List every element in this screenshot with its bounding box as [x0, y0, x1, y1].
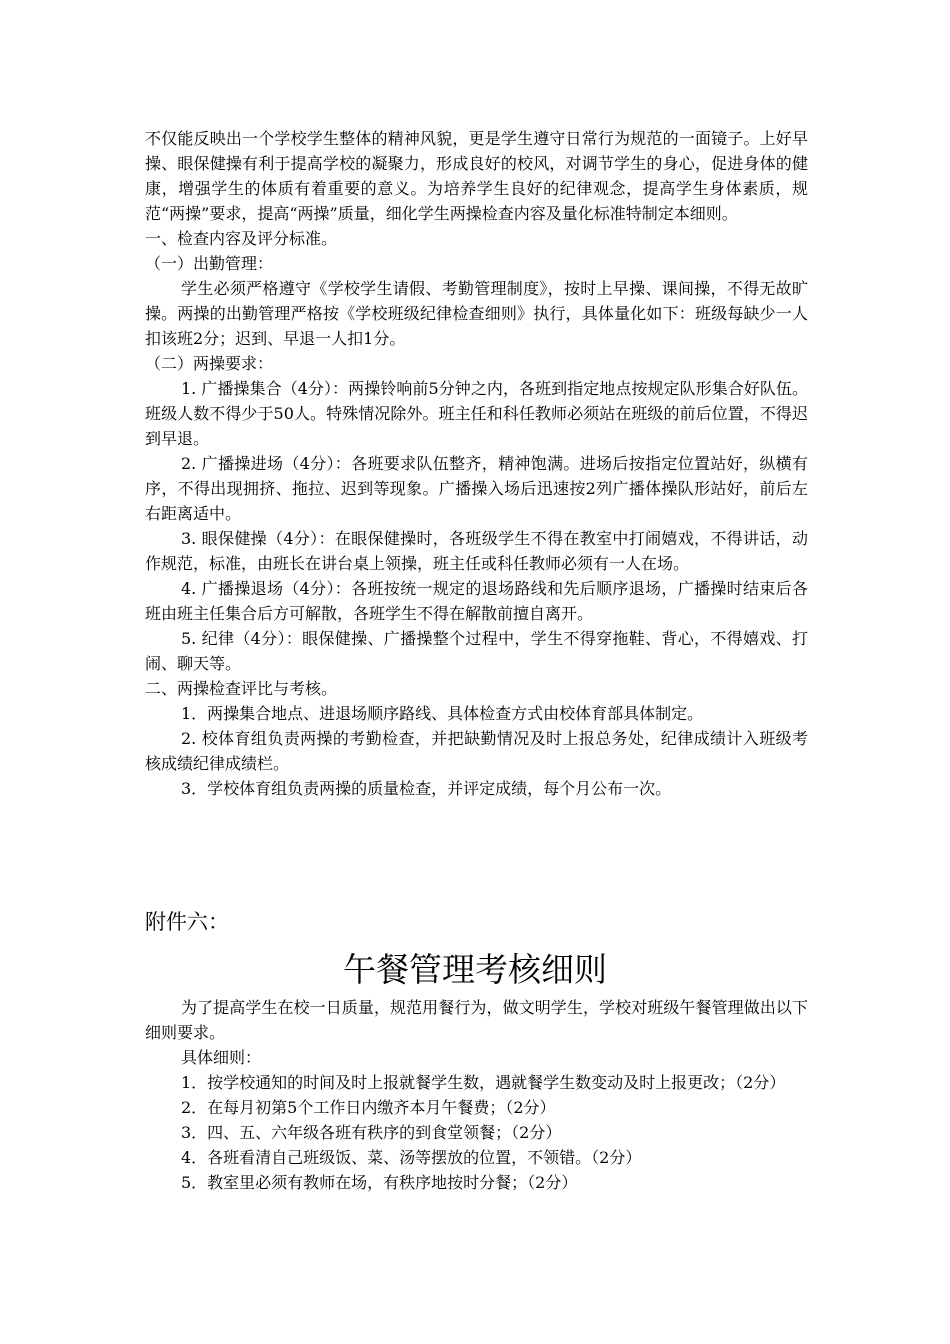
subheading-attendance: （一）出勤管理：: [145, 254, 274, 273]
attachment-label: 附件六：: [145, 910, 229, 934]
section-heading-inspection: 一、检查内容及评分标准。: [145, 229, 338, 248]
requirement-item-5: 5. 纪律（4分）：眼保健操、广播操整个过程中，学生不得穿拖鞋、背心，不得嬉戏、打闹、聊天等。: [145, 629, 808, 673]
lunch-intro-paragraph: 为了提高学生在校一日质量，规范用餐行为，做文明学生，学校对班级午餐管理做出以下细则要求。: [145, 998, 808, 1042]
lunch-rule-item-2: 2．在每月初第5个工作日内缴齐本月午餐费；（2分）: [181, 1098, 556, 1117]
intro-paragraph: 不仅能反映出一个学校学生整体的精神风貌，更是学生遵守日常行为规范的一面镜子。上好早操、眼保健操有利于提高学校的凝聚力，形成良好的校风，对调节学生的身心，促进身体的健康，增强学生的体质有着重要的意义。为培养学生良好的纪律观念，提高学生身体素质，规范“两操”要求，提高“两操”质量，细化学生两操检查内容及量化标准特制定本细则。: [145, 129, 808, 223]
evaluation-item-1: 1．两操集合地点、进退场顺序路线、具体检查方式由校体育部具体制定。: [181, 704, 704, 723]
details-label: 具体细则：: [181, 1048, 262, 1067]
lunch-rule-item-1: 1．按学校通知的时间及时上报就餐学生数，遇就餐学生数变动及时上报更改；（2分）: [181, 1073, 786, 1092]
attendance-paragraph: 学生必须严格遵守《学校学生请假、考勤管理制度》，按时上早操、课间操，不得无故旷操。两操的出勤管理严格按《学校班级纪律检查细则》执行，具体量化如下：班级每缺少一人扣该班2分；迟到、早退一人扣1分。: [145, 279, 808, 348]
evaluation-item-3: 3．学校体育组负责两操的质量检查，并评定成绩，每个月公布一次。: [181, 779, 672, 798]
lunch-rule-item-5: 5．教室里必须有教师在场，有秩序地按时分餐；（2分）: [181, 1173, 578, 1192]
requirement-item-2: 2. 广播操进场（4分）：各班要求队伍整齐，精神饱满。进场后按指定位置站好，纵横有序，不得出现拥挤、拖拉、迟到等现象。广播操入场后迅速按2列广播体操队形站好，前后左右距离适中。: [145, 454, 808, 523]
exercise-rules-section: [145, 126, 808, 801]
subheading-requirements: （二）两操要求：: [145, 354, 274, 373]
requirement-item-3: 3. 眼保健操（4分）：在眼保健操时，各班级学生不得在教室中打闹嬉戏，不得讲话，动作规范，标准，由班长在讲台桌上领操，班主任或科任教师必须有一人在场。: [145, 529, 808, 573]
lunch-rule-item-3: 3．四、五、六年级各班有秩序的到食堂领餐；（2分）: [181, 1123, 562, 1142]
lunch-rule-item-4: 4．各班看清自己班级饭、菜、汤等摆放的位置，不领错。（2分）: [181, 1148, 642, 1167]
requirement-item-1: 1. 广播操集合（4分）：两操铃响前5分钟之内，各班到指定地点按规定队形集合好队伍。班级人数不得少于50人。特殊情况除外。班主任和科任教师必须站在班级的前后位置，不得迟到早退。: [145, 379, 808, 448]
evaluation-item-2: 2. 校体育组负责两操的考勤检查，并把缺勤情况及时上报总务处，纪律成绩计入班级考核成绩纪律成绩栏。: [145, 729, 808, 773]
lunch-rules-section: [145, 995, 808, 1195]
requirement-item-4: 4. 广播操退场（4分）：各班按统一规定的退场路线和先后顺序退场，广播操时结束后各班由班主任集合后方可解散，各班学生不得在解散前擅自离开。: [145, 579, 808, 623]
section-heading-evaluation: 二、两操检查评比与考核。: [145, 679, 338, 698]
document-title: 午餐管理考核细则: [343, 950, 607, 989]
